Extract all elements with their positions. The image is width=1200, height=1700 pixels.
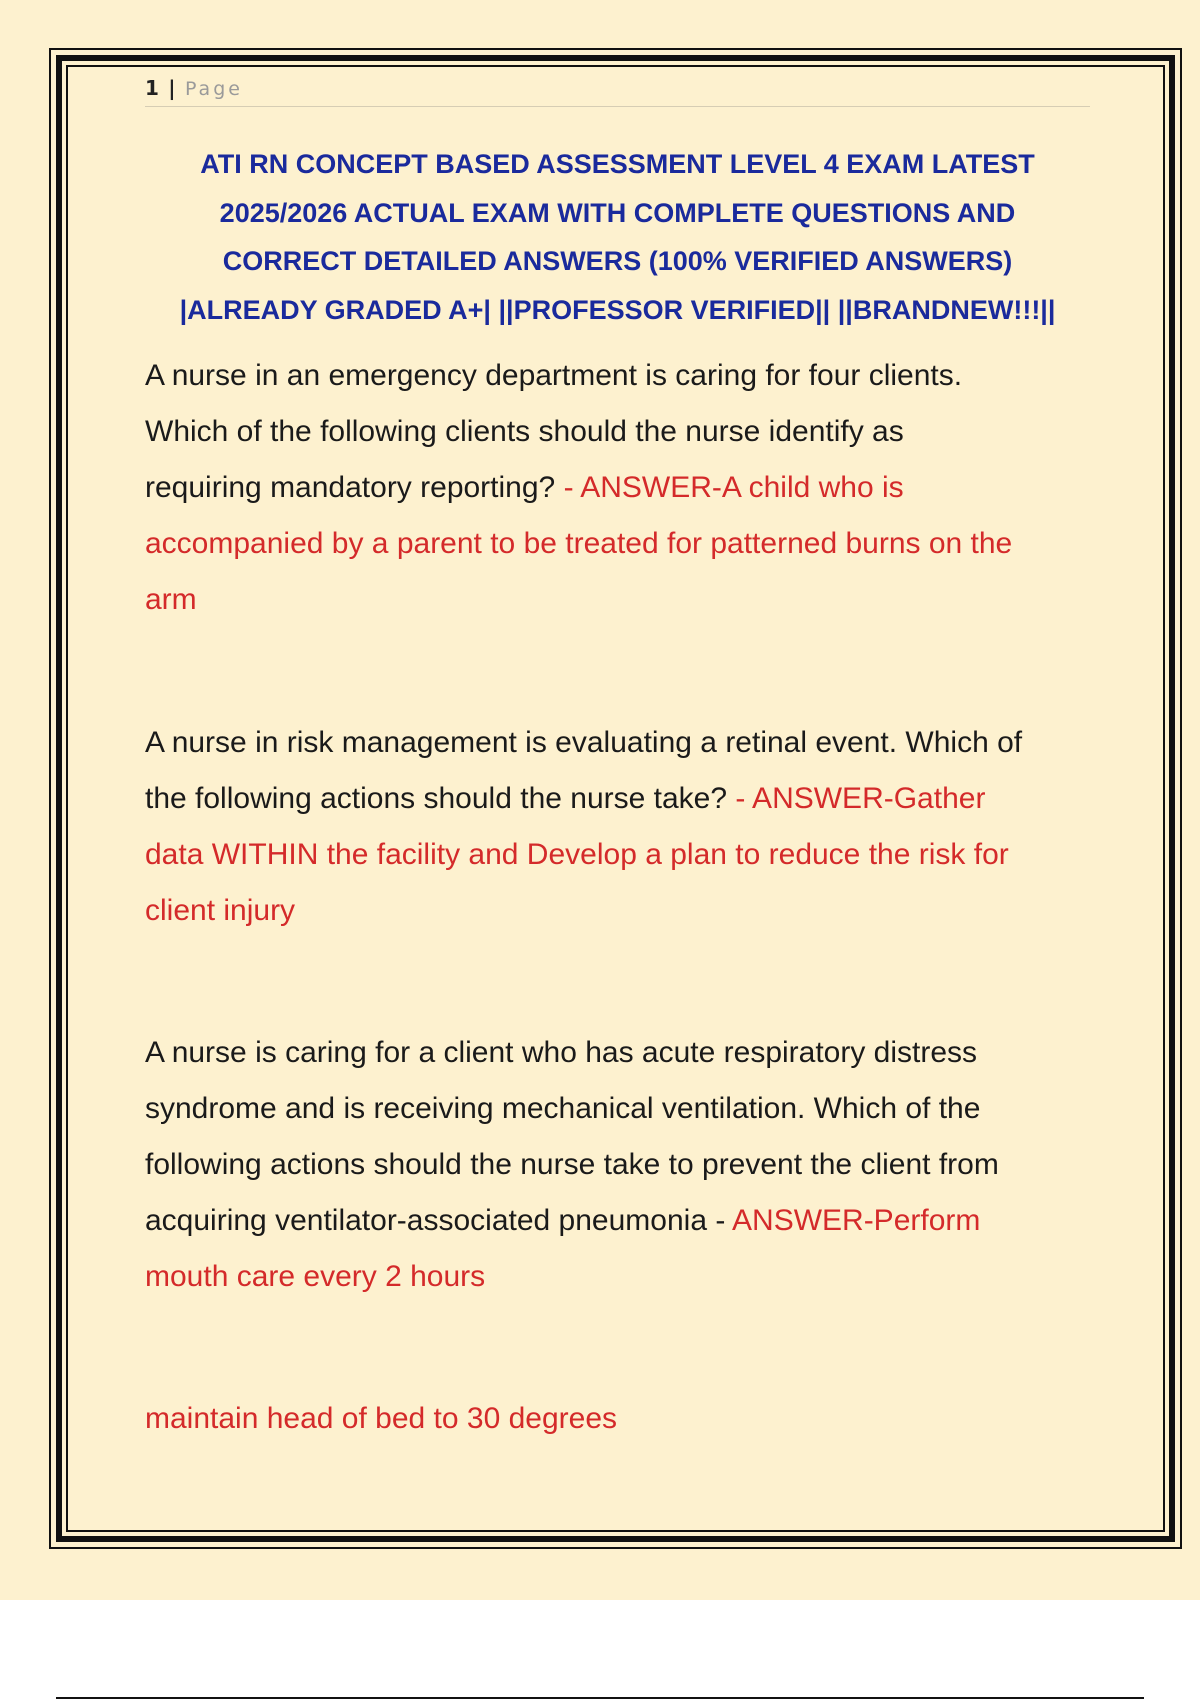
text-line [145,771,1095,827]
question-block-1 [145,348,1095,628]
question-block-2 [145,715,1095,939]
answer-text: mouth care every 2 hours [145,1260,486,1293]
question-text: A nurse in risk management is evaluating a retinal event. Which of [145,726,1023,759]
page-gap [0,1600,1200,1700]
text-line [145,404,1095,460]
title-line: 2025/2026 ACTUAL EXAM WITH COMPLETE QUESTIONS AND [219,197,1016,228]
answer-block-extra [145,1391,1095,1447]
question-text: A nurse is caring for a client who has acute respiratory distress [145,1036,978,1069]
answer-text: arm [145,583,197,616]
document-title [140,140,1095,334]
answer-text: - ANSWER-Gather [735,782,986,815]
answer-text: client injury [145,894,296,927]
text-line [145,348,1095,404]
answer-text: - ANSWER-A child who is [563,471,904,504]
text-line [145,460,1095,516]
title-line: CORRECT DETAILED ANSWERS (100% VERIFIED ANSWERS) [222,246,1013,276]
text-line [145,883,1095,939]
text-line [145,1081,1095,1137]
question-text: acquiring ventilator-associated pneumonia - [145,1204,733,1237]
page-number: 1 [145,76,159,100]
text-line [145,1137,1095,1193]
answer-text: ANSWER-Perform [732,1204,981,1237]
question-text: following actions should the nurse take to prevent the client from [145,1148,999,1181]
page-label: Page [184,78,243,100]
question-text: A nurse in an emergency department is caring for four clients. [145,359,963,392]
question-text: syndrome and is receiving mechanical ventilation. Which of the [145,1092,981,1125]
text-line [145,715,1095,771]
answer-text: maintain head of bed to 30 degrees [145,1402,618,1435]
question-block-3 [145,1025,1095,1305]
title-line: |ALREADY GRADED A+| ||PROFESSOR VERIFIED|| ||BRANDNEW!!!|| [179,294,1056,325]
question-text: Which of the following clients should the nurse identify as [145,415,904,448]
answer-text: data WITHIN the facility and Develop a plan to reduce the risk for [145,838,1009,871]
page-number-separator: | [168,76,176,100]
next-page-top-border [56,1697,1144,1699]
text-line [145,827,1095,883]
text-line [145,1025,1095,1081]
question-text: requiring mandatory reporting? [145,471,564,504]
text-line [145,1249,1095,1305]
answer-text: accompanied by a parent to be treated for patterned burns on the [145,527,1013,560]
text-line [145,516,1095,572]
page-header [145,74,1090,107]
text-line [145,572,1095,628]
text-line [145,1193,1095,1249]
question-text: the following actions should the nurse take? [145,782,736,815]
title-line: ATI RN CONCEPT BASED ASSESSMENT LEVEL 4 EXAM LATEST [200,149,1035,179]
